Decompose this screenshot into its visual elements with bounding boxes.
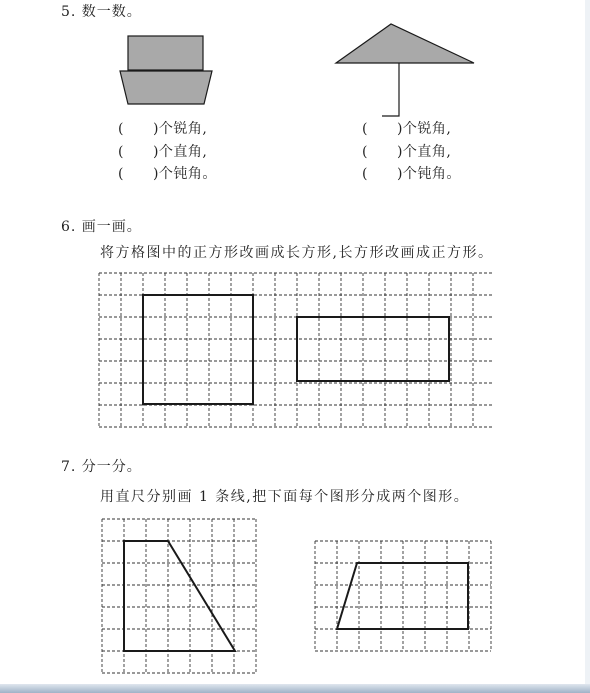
handle-line <box>382 63 399 116</box>
section-6-instruction: 将方格图中的正方形改画成长方形,长方形改画成正方形。 <box>100 245 494 261</box>
section-5-heading: 5. 数一数。 <box>61 4 142 20</box>
parallelogram-shape <box>120 71 212 104</box>
parallelogram-outline-shape <box>337 563 468 629</box>
section-7-left-grid <box>102 519 256 673</box>
section-7-heading: 7. 分一分。 <box>61 459 142 475</box>
left-acute-answer: ( )个锐角, <box>118 121 208 137</box>
umbrella-figure <box>336 24 474 116</box>
right-obtuse-answer: ( )个钝角。 <box>362 166 461 182</box>
section-7-right-grid <box>315 541 491 651</box>
page-footer-bar <box>0 684 590 693</box>
trapezoid-shape <box>124 541 235 651</box>
rectangle-outline-shape <box>297 317 449 381</box>
triangle-shape <box>336 24 474 63</box>
right-acute-answer: ( )个锐角, <box>362 121 452 137</box>
left-right-answer: ( )个直角, <box>118 144 208 160</box>
section-6-heading: 6. 画一画。 <box>61 219 142 235</box>
left-obtuse-answer: ( )个钝角。 <box>118 166 217 182</box>
overlapping-shapes-figure <box>120 36 212 104</box>
right-right-answer: ( )个直角, <box>362 144 452 160</box>
square-shape <box>143 295 253 404</box>
rectangle-shape <box>128 36 203 70</box>
section-7-instruction: 用直尺分别画 1 条线,把下面每个图形分成两个图形。 <box>100 489 470 505</box>
